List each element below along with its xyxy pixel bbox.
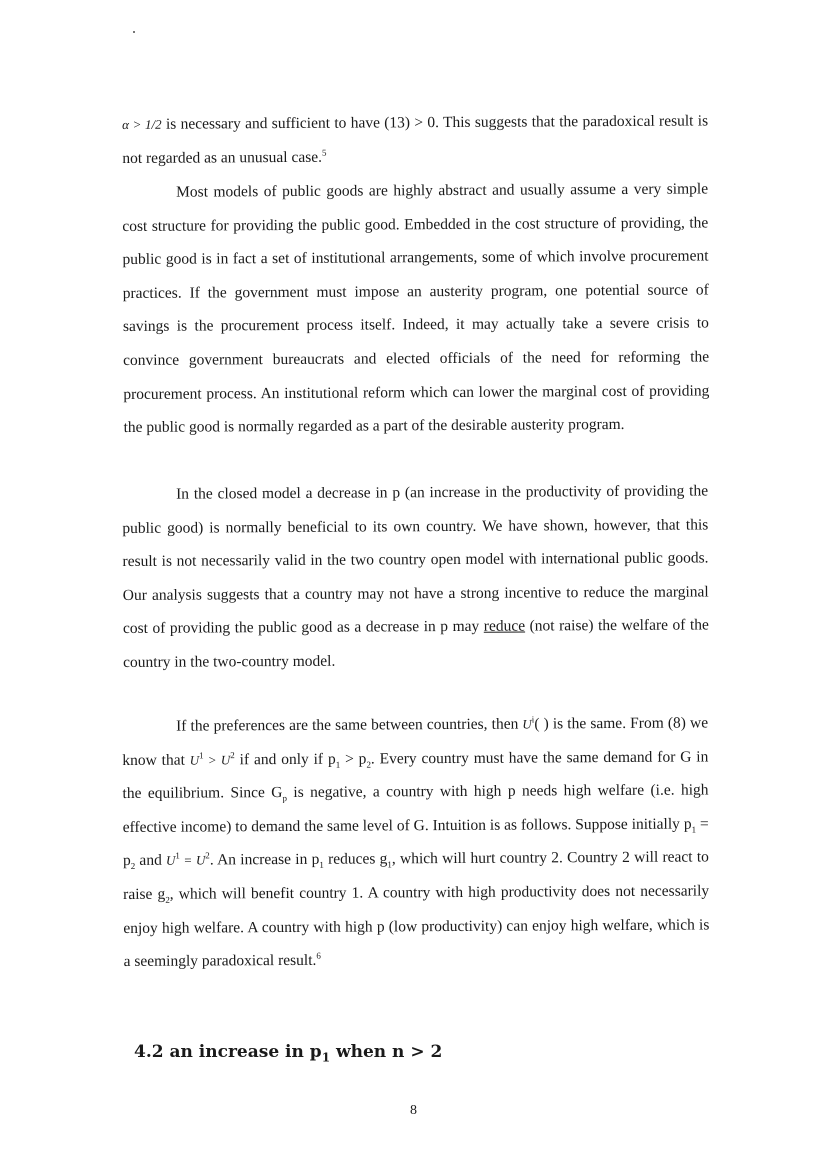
- math-alpha: α > 1/2: [122, 116, 162, 132]
- paragraph-1: α > 1/2 is necessary and sufficient to have (13) > 0. This suggests that the paradoxical result is not regarded as an unusual case.$^5$: [122, 112, 709, 167]
- underlined-reduce: reduce: [483, 617, 526, 636]
- footnote-marker-5: 5: [321, 147, 327, 158]
- scan-speck: [133, 31, 135, 33]
- footnote-marker-6: 6: [316, 950, 321, 961]
- paragraph-4: If the preferences are the same between countries, then $U^i$( ) is the same. From (8) we know that $U^1 > U^2$ if and only if $p_1 > p_2$. Every country must have the same demand for G in the equilibrium. Since $G_p$ is negative, a country with high p needs high welfare (i.e. high effective income) to demand the same level of G. Intuition is as follows. Suppose initially $p_1 = p_2$ and $U^1 = U^2$. An increase in $p_1$ reduces $g_1$, which will hurt country 2. Country 2 will react to raise $g_2$, which will benefit country 1. A country with high productivity does not necessarily enjoy high welfare. A country with high p (low productivity) can enjoy high welfare, which is a seemingly paradoxical result.$^6$: [122, 714, 710, 971]
- section-heading: 4.2 an increase in $p_1$ when n > 2: [134, 1042, 443, 1065]
- paragraph-3: In the closed model a decrease in p (an increase in the productivity of providing the public good) is normally beneficial to its own country. We have shown, however, that this result is not necessarily valid in the two country open model with international public goods. Our analysis suggests that a country may not have a strong incentive to reduce the marginal cost of providing the public good as a decrease in p may reduce (not raise) the welfare of the country in the two-country model.: [122, 482, 709, 671]
- page-number: 8: [410, 1103, 417, 1118]
- paragraph-2: Most models of public goods are highly abstract and usually assume a very simple cost structure for providing the public good. Embedded in the cost structure of providing, the public good is in fact a set of institutional arrangements, some of which involve procurement practices. If the government must impose an austerity program, one potential source of savings is the procurement process itself. Indeed, it may actually take a severe crisis to convince government bureaucrats and elected officials of the need for reforming the procurement process. An institutional reform which can lower the marginal cost of providing the public good is normally regarded as a part of the desirable austerity program.: [122, 180, 710, 437]
